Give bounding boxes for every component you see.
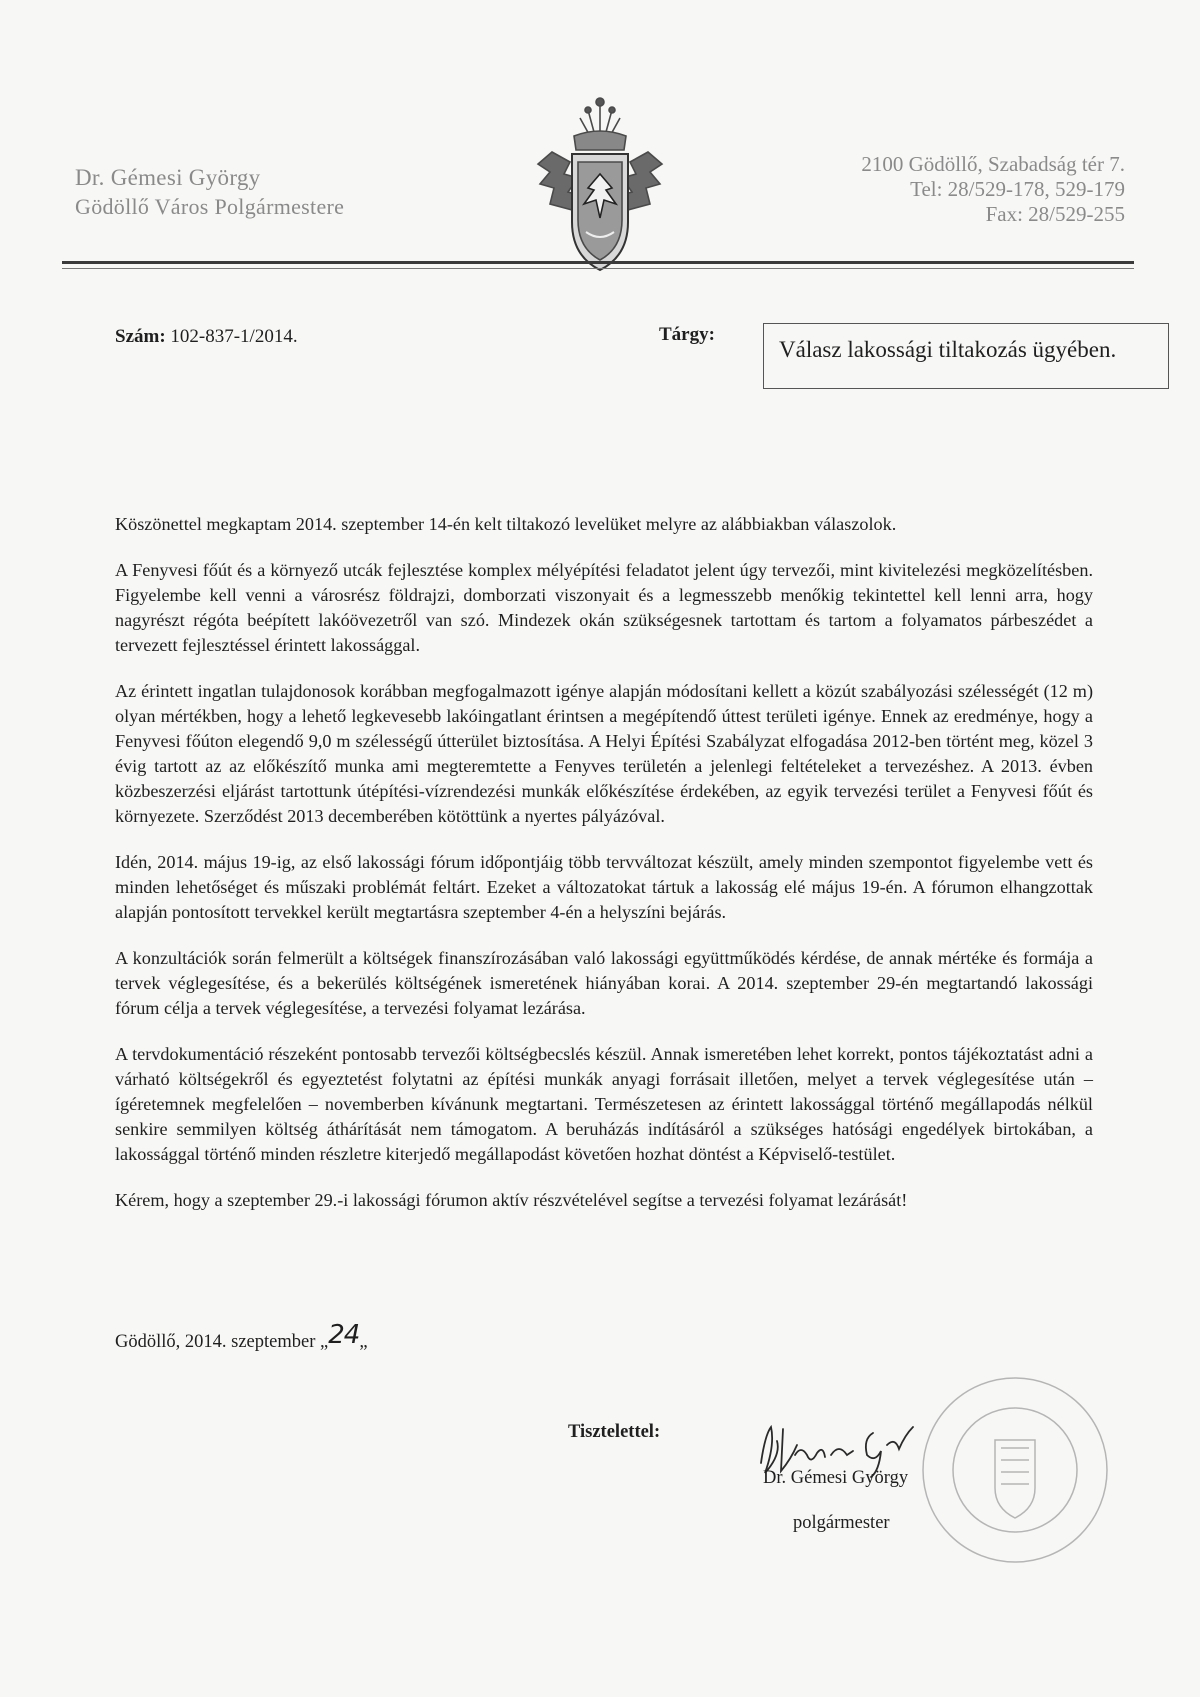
subject-box: [763, 323, 1169, 389]
reference-number-value: 102-837-1/2014.: [170, 326, 298, 347]
reference-number: [115, 326, 298, 348]
letterhead-tel: Tel: 28/529-178, 529-179: [910, 177, 1125, 201]
letterhead-right: [861, 152, 1125, 227]
signer-title: polgármester: [793, 1513, 890, 1533]
body-paragraph: Idén, 2014. május 19-ig, az első lakossági fórum időpontjáig több tervváltozat készült, amely minden szempontot figyelembe vett és minden lehetőséget és műszaki problémát feltárt. Ezeket a változatokat tártuk a lakosság elé május 19-én. A fórumon elhangzottak alapján pontosított tervekkel került megtartásra szeptember 4-én a helyszíni bejárás.: [115, 852, 1093, 922]
subject-value: Válasz lakossági tiltakozás ügyében.: [779, 337, 1117, 362]
letterhead-fax: Fax: 28/529-255: [985, 202, 1125, 226]
letterhead-divider: [62, 261, 1134, 264]
letterhead-address: 2100 Gödöllő, Szabadság tér 7.: [861, 152, 1125, 176]
letter-body: [115, 512, 1093, 1234]
date-suffix: „: [359, 1332, 368, 1352]
body-paragraph: A Fenyvesi főút és a környező utcák fejlesztése komplex mélyépítési feladatot jelent úgy tervezői, mint kivitelezési megközelítésben. Figyelembe kell venni a városrész földrajzi, domborzati viszonyait és a legmesszebb menőkig tekintettel kell lenni arra, hogy nagyrészt régóta beépített lakóövezetről van szó. Mindezek okán szükségesnek tartottam és tartom a folyamatos párbeszédet a tervezett fejlesztéssel érintett lakossággal.: [115, 560, 1093, 655]
body-paragraph: Kérem, hogy a szeptember 29.-i lakossági fórumon aktív részvételével segítse a tervezési folyamat lezárását!: [115, 1190, 908, 1210]
date-prefix: Gödöllő, 2014. szeptember „: [115, 1332, 329, 1352]
reference-number-label: Szám:: [115, 326, 166, 347]
signer-name: Dr. Gémesi György: [763, 1468, 909, 1488]
body-paragraph: A tervdokumentáció részeként pontosabb tervezői költségbecslés készül. Annak ismeretében lehet korrekt, pontos tájékoztatást adni a várható költségekről és egyeztetést folytatni az építési munkák anyagi forrásait illetően, melyet a tervek véglegesítése után – ígéretemnek megfelelően – novemberben kívánunk megtartani. Természetesen az érintett lakossággal történő megállapodás nélkül senkire semmilyen költség áthárítását nem támogatom. A beruházás indításáról a szükséges hatósági engedélyek birtokában, a lakossággal történő minden részletre kiterjedő megállapodást követően hozhat döntést a Képviselő-testület.: [115, 1044, 1093, 1164]
letterhead-divider-thin: [62, 268, 1134, 269]
letter-date: [115, 1320, 368, 1354]
body-paragraph: Köszönettel megkaptam 2014. szeptember 14-én kelt tiltakozó levelüket melyre az alábbiakban válaszolok.: [115, 514, 897, 534]
letterhead-title: Gödöllő Város Polgármestere: [75, 194, 345, 219]
coat-of-arms-icon: [530, 92, 670, 280]
body-paragraph: A konzultációk során felmerült a költségek finanszírozásában való lakossági együttműködés kérdése, de annak mértéke és formája a tervek véglegesítése, és a bekerülés költségének ismeretének hiányában korai. A 2014. szeptember 29-én megtartandó lakossági fórum célja a tervek véglegesítése, a tervezési folyamat lezárása.: [115, 948, 1093, 1018]
body-paragraph: Az érintett ingatlan tulajdonosok korábban megfogalmazott igénye alapján módosítani kellett a közút szabályozási szélességét (12 m) olyan mértékben, hogy a lehető legkevesebb lakóingatlant érintsen a megépítendő úttest területi igénye. Ennek az eredménye, hogy a Fenyvesi főúton elegendő 9,0 m szélességű útterület biztosítása. A Helyi Építési Szabályzat elfogadása 2012-ben történt meg, közel 3 évig tartott az az előkészítő munka ami megteremtette a Fenyves területén a jelenlegi feltételeket a tervezéshez. A 2013. évben közbeszerzési eljárást tartottunk útépítési-vízrendezési munkák előkészítése érdekében, az egyik tervezési terület a Fenyvesi főút és környezete. Szerződést 2013 decemberében kötöttünk a nyertes pályázóval.: [115, 681, 1093, 826]
date-day-handwritten: 24: [328, 1320, 360, 1350]
closing-greeting: Tisztelettel:: [568, 1422, 661, 1442]
official-stamp-icon: [915, 1370, 1115, 1570]
letterhead-name: Dr. Gémesi György: [75, 165, 261, 190]
subject-label: Tárgy:: [659, 324, 715, 345]
letterhead-left: [75, 163, 344, 221]
